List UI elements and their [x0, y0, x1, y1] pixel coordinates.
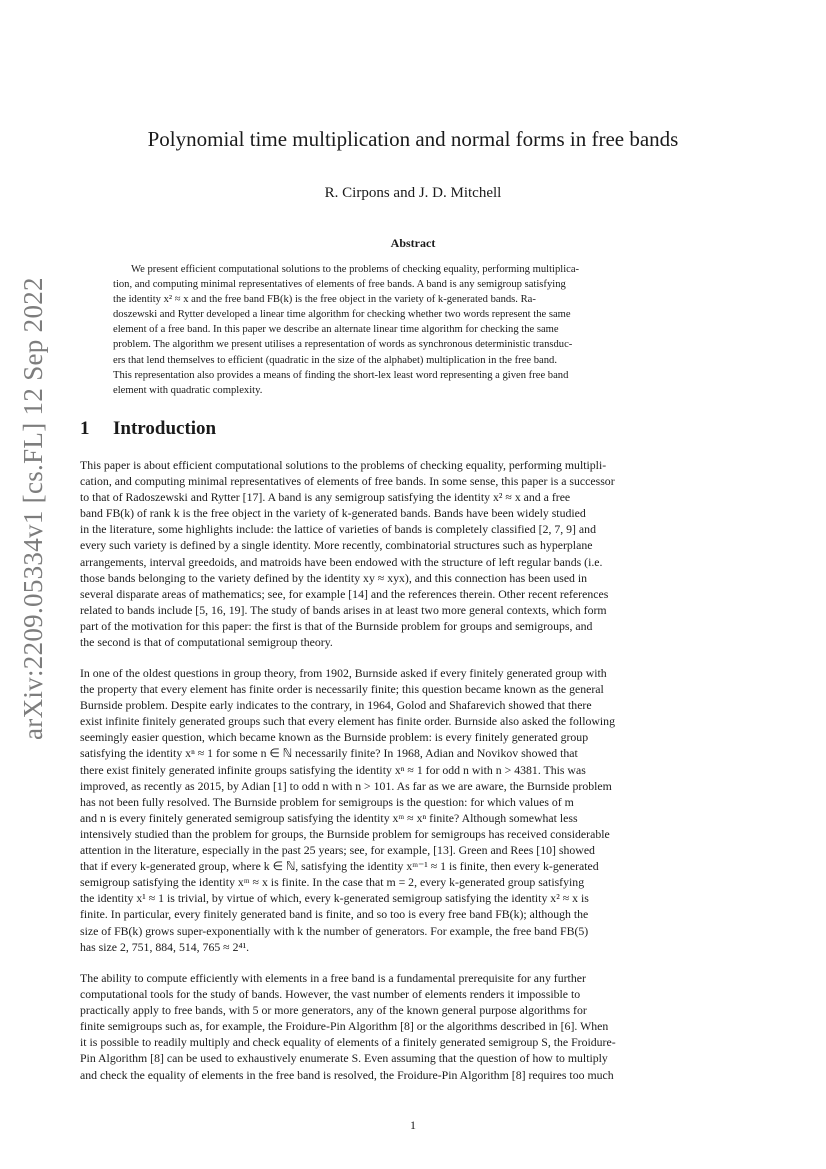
text-line: exist infinite finitely generated groups such that every element has finite order. Burnside also asked the following [80, 714, 615, 729]
text-line: and n is every finitely generated semigroup satisfying the identity xᵐ ≈ xⁿ finite? Although somewhat less [80, 810, 578, 825]
text-line: problem. The algorithm we present utilises a representation of words as synchronous deterministic transduc- [113, 339, 573, 351]
text-line: has size 2, 751, 884, 514, 765 ≈ 2⁴¹. [80, 939, 250, 954]
text-line: and check the equality of elements in the free band is resolved, the Froidure-Pin Algorithm [8] requires too much [80, 1067, 614, 1082]
text-line: ers that lend themselves to efficient (quadratic in the size of the alphabet) multiplication in the free band. [113, 354, 557, 366]
text-line: improved, as recently as 2015, by Adian [1] to odd n with n > 101. As far as we are aware, the Burnside problem [80, 778, 612, 793]
text-line: This representation also provides a means of finding the short-lex least word representing a given free band [113, 369, 569, 381]
intro-paragraph-3 [80, 970, 748, 1083]
text-line: cation, and computing minimal representatives of elements of free bands. In some sense, this paper is a successor [80, 474, 615, 489]
text-line: part of the motivation for this paper: the first is that of the Burnside problem for groups and semigroups, and [80, 618, 593, 633]
intro-paragraph-1 [80, 457, 748, 650]
text-line: attention in the literature, especially in the past 25 years; see, for example, [13]. Green and Rees [10] showed [80, 843, 595, 858]
text-line: finite. In particular, every finitely generated band is finite, and so too is every free band FB(k); although the [80, 907, 589, 922]
text-line: that if every k-generated group, where k ∈ ℕ, satisfying the identity xᵐ⁻¹ ≈ 1 is finite, then every k-generated [80, 859, 599, 874]
text-line: We present efficient computational solutions to the problems of checking equality, performing multiplica- [131, 264, 580, 275]
text-line: to that of Radoszewski and Rytter [17]. A band is any semigroup satisfying the identity x² ≈ x and a free [80, 490, 571, 505]
text-line: there exist finitely generated infinite groups satisfying the identity xⁿ ≈ 1 for odd n with n > 4381. This was [80, 762, 586, 777]
text-line: the property that every element has finite order is necessarily finite; this question became known as the general [80, 682, 604, 697]
text-line: the identity x¹ ≈ 1 is trivial, by virtue of which, every k-generated semigroup satisfying the identity x² ≈ x is [80, 891, 589, 906]
text-line: computational tools for the study of bands. However, the vast number of elements renders it impossible to [80, 987, 581, 1002]
section-heading [80, 418, 216, 440]
page-number: 1 [410, 1118, 416, 1132]
text-line: seemingly easier question, which became known as the Burnside problem: is every finitely generated group [80, 730, 589, 745]
section-number: 1 [80, 418, 90, 439]
text-line: size of FB(k) grows super-exponentially with k the number of generators. For example, the free band FB(5) [80, 923, 589, 938]
text-line: element with quadratic complexity. [113, 384, 263, 396]
text-line: Pin Algorithm [8] can be used to exhaustively enumerate S. Even assuming that the question of how to multiply [80, 1051, 608, 1066]
text-line: satisfying the identity xⁿ ≈ 1 for some n ∈ ℕ necessarily finite? In 1968, Adian and Novikov showed that [80, 746, 578, 761]
intro-paragraph-2 [80, 665, 748, 955]
text-line: doszewski and Rytter developed a linear time algorithm for checking whether two words represent the same [113, 309, 571, 321]
arxiv-identifier-stamp: arXiv:2209.05334v1 [cs.FL] 12 Sep 2022 [18, 277, 48, 740]
paper-title: Polynomial time multiplication and normal forms in free bands [147, 127, 679, 151]
text-line: has not been fully resolved. The Burnside problem for semigroups is the question: for which values of m [80, 794, 574, 809]
paper-authors: R. Cirpons and J. D. Mitchell [324, 185, 502, 201]
text-line: practically apply to free bands, with 5 or more generators, any of the known general purpose algorithms for [80, 1003, 587, 1018]
text-line: element of a free band. In this paper we describe an alternate linear time algorithm for checking the same [113, 324, 559, 336]
text-line: the second is that of computational semigroup theory. [80, 635, 333, 650]
text-line: several disparate areas of mathematics; see, for example [14] and the references therein. Other recent references [80, 586, 609, 601]
text-line: the identity x² ≈ x and the free band FB(k) is the free object in the variety of k-generated bands. Ra- [113, 294, 536, 306]
text-line: intensively studied than the problem for groups, the Burnside problem for semigroups has received considerable [80, 826, 610, 841]
text-line: related to bands include [5, 16, 19]. The study of bands arises in at least two more general contexts, which form [80, 602, 607, 617]
text-line: those bands belonging to the variety defined by the identity xy ≈ xyx), and this connection has been used in [80, 570, 588, 585]
text-line: In one of the oldest questions in group theory, from 1902, Burnside asked if every finitely generated group with [80, 666, 607, 680]
section-title: Introduction [113, 418, 217, 439]
text-line: finite semigroups such as, for example, the Froidure-Pin Algorithm [8] or the algorithms described in [6]. When [80, 1019, 609, 1034]
text-line: in the literature, some highlights include: the lattice of varieties of bands is completely classified [2, 7, 9] and [80, 522, 596, 537]
text-line: it is possible to readily multiply and check equality of elements of a finitely generated semigroup S, the Froidure- [80, 1035, 616, 1050]
text-line: arrangements, interval greedoids, and matroids have been endowed with the structure of left regular bands (i.e. [80, 554, 603, 569]
text-line: band FB(k) of rank k is the free object in the variety of k-generated bands. Bands have been widely studied [80, 506, 586, 521]
abstract-body [113, 262, 713, 398]
text-line: every such variety is defined by a single identity. More recently, combinatorial structures such as hyperplane [80, 538, 593, 553]
text-line: tion, and computing minimal representatives of elements of free bands. A band is any semigroup satisfying [113, 279, 566, 291]
text-line: This paper is about efficient computational solutions to the problems of checking equality, performing multipli- [80, 458, 607, 472]
text-line: Burnside problem. Despite early indicates to the contrary, in 1964, Golod and Shafarevich showed that there [80, 698, 592, 713]
abstract-heading: Abstract [390, 236, 436, 250]
text-line: semigroup satisfying the identity xᵐ ≈ x is finite. In the case that m = 2, every k-generated group satisfying [80, 875, 585, 890]
text-line: The ability to compute efficiently with elements in a free band is a fundamental prerequisite for any further [80, 971, 586, 985]
